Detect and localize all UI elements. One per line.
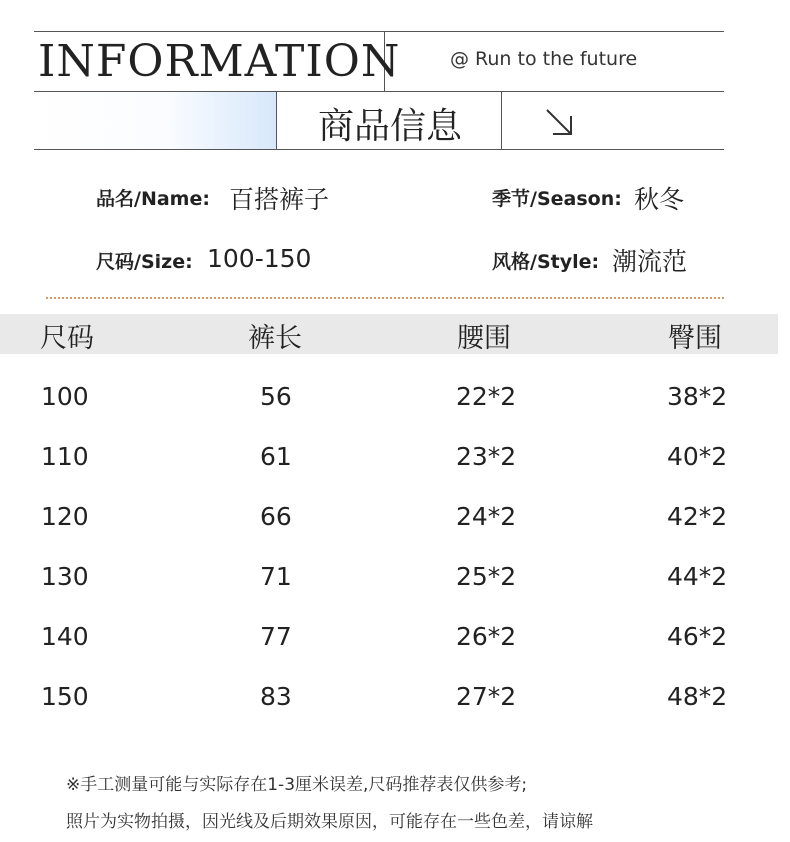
cell-waist: 25*2 (456, 562, 517, 591)
header-size: 尺码 (40, 323, 94, 354)
cell-size: 110 (41, 442, 89, 471)
cell-hip: 40*2 (667, 442, 728, 471)
cell-hip: 44*2 (667, 562, 728, 591)
cell-hip: 38*2 (667, 382, 728, 411)
dotted-divider (46, 297, 724, 299)
style-value: 潮流范 (612, 247, 688, 276)
name-label: 品名/Name: (96, 188, 210, 210)
cell-hip: 48*2 (667, 682, 728, 711)
arrow-down-right-icon (541, 104, 577, 140)
header-divider-3 (501, 91, 502, 149)
section-title: 商品信息 (318, 106, 463, 147)
cell-waist: 23*2 (456, 442, 517, 471)
cell-length: 66 (260, 502, 292, 531)
cell-length: 77 (260, 622, 292, 651)
style-label: 风格/Style: (492, 251, 600, 273)
cell-size: 120 (41, 502, 89, 531)
size-label: 尺码/Size: (96, 251, 193, 273)
cell-size: 150 (41, 682, 89, 711)
name-value: 百搭裤子 (229, 185, 330, 214)
season-label: 季节/Season: (492, 188, 622, 210)
header-hip: 臀围 (668, 323, 722, 354)
cell-length: 83 (260, 682, 292, 711)
cell-waist: 24*2 (456, 502, 517, 531)
cell-length: 71 (260, 562, 292, 591)
table-header (0, 314, 778, 354)
note-measurement: ※手工测量可能与实际存在1-3厘米误差,尺码推荐表仅供参考; (66, 775, 528, 795)
header-length: 裤长 (248, 323, 302, 354)
cell-size: 140 (41, 622, 89, 651)
cell-length: 56 (260, 382, 292, 411)
season-value: 秋冬 (634, 185, 685, 214)
header-bottom-line (34, 149, 724, 150)
header-waist: 腰围 (457, 323, 511, 354)
cell-size: 100 (41, 382, 89, 411)
cell-hip: 46*2 (667, 622, 728, 651)
cell-waist: 26*2 (456, 622, 517, 651)
cell-hip: 42*2 (667, 502, 728, 531)
header-top-line (34, 31, 724, 32)
note-color: 照片为实物拍摄，因光线及后期效果原因，可能存在一些色差，请谅解 (66, 812, 593, 832)
brand-title: INFORMATION (38, 36, 401, 87)
tagline: @ Run to the future (450, 48, 638, 70)
cell-size: 130 (41, 562, 89, 591)
gradient-decoration (34, 92, 276, 149)
size-value: 100-150 (207, 244, 312, 273)
cell-length: 61 (260, 442, 292, 471)
cell-waist: 22*2 (456, 382, 517, 411)
header-divider-2 (276, 91, 277, 149)
cell-waist: 27*2 (456, 682, 517, 711)
